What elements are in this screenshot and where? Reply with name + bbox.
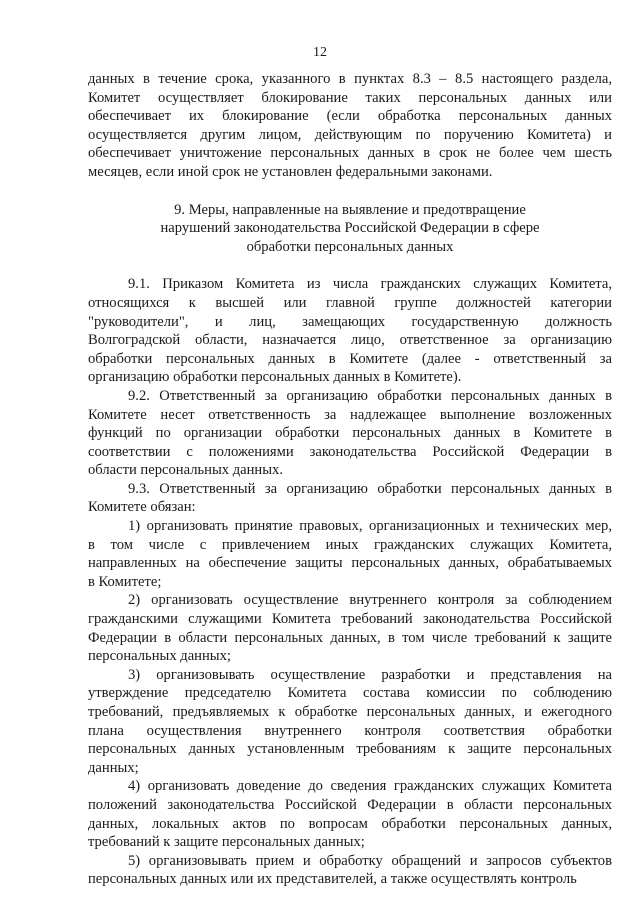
- text-line: направленных на обеспечение защиты персональных данных, обрабатываемых: [88, 555, 612, 572]
- text-line: организацию обработки персональных данных в Комитете).: [88, 369, 462, 386]
- paragraph-p9-2: [88, 387, 612, 480]
- text-line: Федерации в области персональных данных, в том числе требований к защите: [88, 629, 612, 646]
- text-line: 1) организовать принятие правовых, организационных и технических мер,: [128, 518, 612, 535]
- text-line: данных в течение срока, указанного в пунктах 8.3 – 8.5 настоящего раздела,: [88, 71, 612, 87]
- text-line: области персональных данных.: [88, 462, 283, 479]
- text-line: относящихся к высшей или главной группе должностей категории: [88, 294, 612, 311]
- paragraph-item-4: [88, 777, 612, 851]
- text-line: данных, локальных актов по вопросам обработки персональных данных,: [88, 815, 612, 832]
- text-line: обработки персональных данных в Комитете (далее - ответственный за: [88, 350, 612, 367]
- text-line: соответствии с положениями законодательства Российской Федерации в: [88, 443, 612, 460]
- section-paragraphs: [88, 275, 612, 889]
- text-line: осуществляется другим лицом, действующим по поручению Комитета) и: [88, 126, 612, 143]
- text-line: положений законодательства Российской Федерации в области персональных: [88, 796, 612, 813]
- text-line: 9.1. Приказом Комитета из числа гражданских служащих Комитета,: [128, 276, 612, 293]
- paragraph-p9-3: [88, 480, 612, 517]
- heading-line: 9. Меры, направленные на выявление и предотвращение: [174, 201, 526, 218]
- text-line: Комитете несет ответственность за надлежащее выполнение возложенных: [88, 406, 612, 423]
- text-line: "руководители", и лиц, замещающих государственную должность: [88, 313, 612, 330]
- section-heading: [88, 201, 612, 257]
- heading-line: обработки персональных данных: [246, 238, 454, 255]
- text-line: 3) организовывать осуществление разработки и представления на: [128, 666, 612, 683]
- page-number: 12: [313, 45, 327, 60]
- text-line: обеспечивает их блокирование (если обработка персональных данных: [88, 108, 612, 125]
- text-line: Комитете обязан:: [88, 499, 196, 516]
- text-line: 9.2. Ответственный за организацию обработки персональных данных в: [128, 387, 612, 404]
- text-line: в Комитете;: [88, 573, 162, 590]
- text-line: персональных данных или их представителей, а также осуществлять контроль: [88, 871, 577, 888]
- text-line: требований к защите персональных данных;: [88, 834, 365, 851]
- paragraph-item-1: [88, 517, 612, 591]
- text-line: плана осуществления внутреннего контроля соответствия обработки: [88, 722, 612, 739]
- text-line: гражданскими служащими Комитета требований законодательства Российской: [88, 611, 612, 628]
- paragraph-item-5: [88, 852, 612, 889]
- paragraph-item-2: [88, 591, 612, 665]
- text-line: функций по организации обработки персональных данных в Комитете в: [88, 425, 612, 442]
- paragraph-item-3: [88, 666, 612, 778]
- text-line: 5) организовывать прием и обработку обращений и запросов субъектов: [128, 852, 612, 869]
- text-line: в том числе с привлечением иных гражданских служащих Комитета,: [88, 536, 612, 553]
- paragraph-p9-1: [88, 275, 612, 387]
- text-line: требований, предъявляемых к обработке персональных данных, и ежегодного: [88, 704, 612, 720]
- document-body: [88, 70, 612, 889]
- text-line: данных;: [88, 759, 139, 776]
- heading-line: нарушений законодательства Российской Федерации в сфере: [160, 220, 540, 237]
- text-line: персональных данных;: [88, 648, 231, 665]
- text-line: Волгоградской области, назначается лицо, ответственное за организацию: [88, 332, 612, 349]
- text-line: обеспечивает уничтожение персональных данных в срок не более чем шесть: [88, 145, 612, 162]
- text-line: 4) организовать доведение до сведения гражданских служащих Комитета: [128, 778, 612, 795]
- text-line: Комитет осуществляет блокирование таких персональных данных или: [88, 89, 612, 106]
- continued-paragraph: [88, 70, 612, 182]
- text-line: персональных данных установленным требованиям к защите персональных: [88, 741, 612, 758]
- text-line: месяцев, если иной срок не установлен федеральными законами.: [88, 163, 493, 180]
- text-line: 2) организовать осуществление внутреннего контроля за соблюдением: [128, 592, 612, 609]
- text-line: 9.3. Ответственный за организацию обработки персональных данных в: [128, 480, 612, 497]
- text-line: утверждение председателю Комитета состава комиссии по соблюдению: [88, 685, 612, 702]
